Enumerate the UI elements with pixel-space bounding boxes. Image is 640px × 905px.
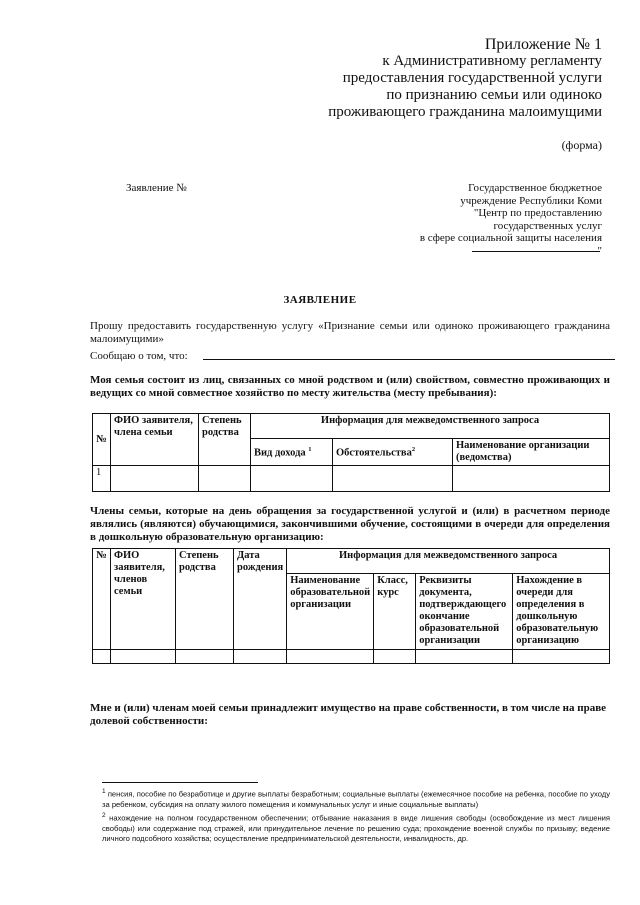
footnote-separator — [102, 782, 258, 783]
footnote-item: $^1$ пенсия, пособие по безработице и другие выплаты безработным; социальные выплаты (ежемесячное пособие на ребенка, пособие по уходу за ребенком, субсидия на оплату жилого помещения и коммунальных услуг и иные социальные выплаты) — [102, 788, 610, 810]
appendix-line: предоставления государственной услуги — [342, 70, 602, 86]
footnote-mark: 1 — [308, 446, 312, 454]
addressee-line: государственных услуг — [493, 219, 602, 232]
document-title: ЗАЯВЛЕНИЕ — [283, 294, 357, 306]
inform-label: Сообщаю о том, что: — [90, 350, 188, 362]
appendix-number: Приложение № 1 — [484, 36, 602, 53]
class-cell[interactable] — [374, 650, 416, 664]
org-cell[interactable] — [453, 466, 610, 492]
footnote-item: $^2$ нахождение на полном государственном обеспечении; отбывание наказания в виде лишения свободы (освобождение из мест лишения свободы) или содержание под стражей, или принудительное лечение по решению суда; прохождение военной службы по призыву; ведение личного подсобного хозяйства; осуществление предпринимательской деятельности, инвалидность, др. — [102, 811, 610, 844]
family-col-income: Вид дохода $^1$ — [251, 439, 333, 466]
students-col-no: № — [93, 549, 111, 650]
name-cell[interactable] — [111, 650, 176, 664]
family-col-no: № — [93, 414, 111, 466]
appendix-header — [328, 36, 602, 121]
request-text: Прошу предоставить государственную услугу «Признание семьи или одиноко проживающего гражданина малоимущими» — [90, 320, 610, 345]
income-cell[interactable] — [251, 466, 333, 492]
addressee-line: "Центр по предоставлению — [473, 207, 602, 219]
students-col-relation: Степень родства — [176, 549, 234, 650]
students-col-info: Информация для межведомственного запроса — [287, 549, 610, 574]
footnotes — [102, 787, 610, 845]
students-col-queue: Нахождение в очереди для определения в дошкольную образовательную организацию — [513, 574, 610, 650]
family-col-relation: Степень родства — [199, 414, 251, 466]
table-row — [93, 650, 610, 664]
students-col-birth: Дата рождения — [234, 549, 287, 650]
family-col-name: ФИО заявителя, члена семьи — [111, 414, 199, 466]
circumstance-cell[interactable] — [333, 466, 453, 492]
addressee-block — [362, 182, 602, 257]
application-number-label: Заявление № — [126, 182, 187, 194]
row-number: 1 — [93, 466, 111, 492]
family-col-org: Наименование организации (ведомства) — [453, 439, 610, 466]
addressee-line: " — [597, 244, 602, 257]
family-col-circumstance: Обстоятельства$^2$ — [333, 439, 453, 466]
students-section-heading: Члены семьи, которые на день обращения за государственной услугой и (или) в расчетном периоде являлись (являются) обучающимися, закончившими обучение, состоящими в очереди для определения в дошкольную образовательную организацию: — [90, 505, 610, 543]
students-table — [92, 548, 610, 664]
property-section-heading: Мне и (или) членам моей семьи принадлежит имущество на праве собственности, в том числе на праве долевой собственности: — [90, 702, 607, 727]
queue-cell[interactable] — [513, 650, 610, 664]
footnote-mark: 2 — [411, 446, 416, 454]
birth-cell[interactable] — [234, 650, 287, 664]
table-row — [93, 466, 610, 492]
relation-cell[interactable] — [199, 466, 251, 492]
students-col-class: Класс, курс — [374, 574, 416, 650]
family-section-heading: Моя семья состоит из лиц, связанных со мной родством и (или) свойством, совместно проживающих и ведущих со мной совместное хозяйство по месту жительства (месту пребывания): — [90, 374, 610, 399]
addressee-line: Государственное бюджетное — [468, 182, 602, 194]
inform-input-line[interactable] — [203, 359, 615, 360]
addressee-underline — [472, 251, 600, 252]
name-cell[interactable] — [111, 466, 199, 492]
form-label: (форма) — [561, 138, 602, 152]
addressee-line: в сфере социальной защиты населения — [419, 232, 602, 244]
students-col-doc: Реквизиты документа, подтверждающего окончание образовательной организации — [416, 574, 513, 650]
appendix-line: к Административному регламенту — [382, 53, 602, 69]
family-table — [92, 413, 610, 492]
doc-cell[interactable] — [416, 650, 513, 664]
appendix-line: по признанию семьи или одиноко — [386, 87, 602, 103]
appendix-line: проживающего гражданина малоимущими — [328, 104, 602, 120]
edu-org-cell[interactable] — [287, 650, 374, 664]
students-col-edu-org: Наименование образовательной организации — [287, 574, 374, 650]
students-col-name: ФИО заявителя, членов семьи — [111, 549, 176, 650]
family-col-info: Информация для межведомственного запроса — [251, 414, 610, 439]
relation-cell[interactable] — [176, 650, 234, 664]
addressee-line: учреждение Республики Коми — [460, 194, 602, 207]
row-number — [93, 650, 111, 664]
